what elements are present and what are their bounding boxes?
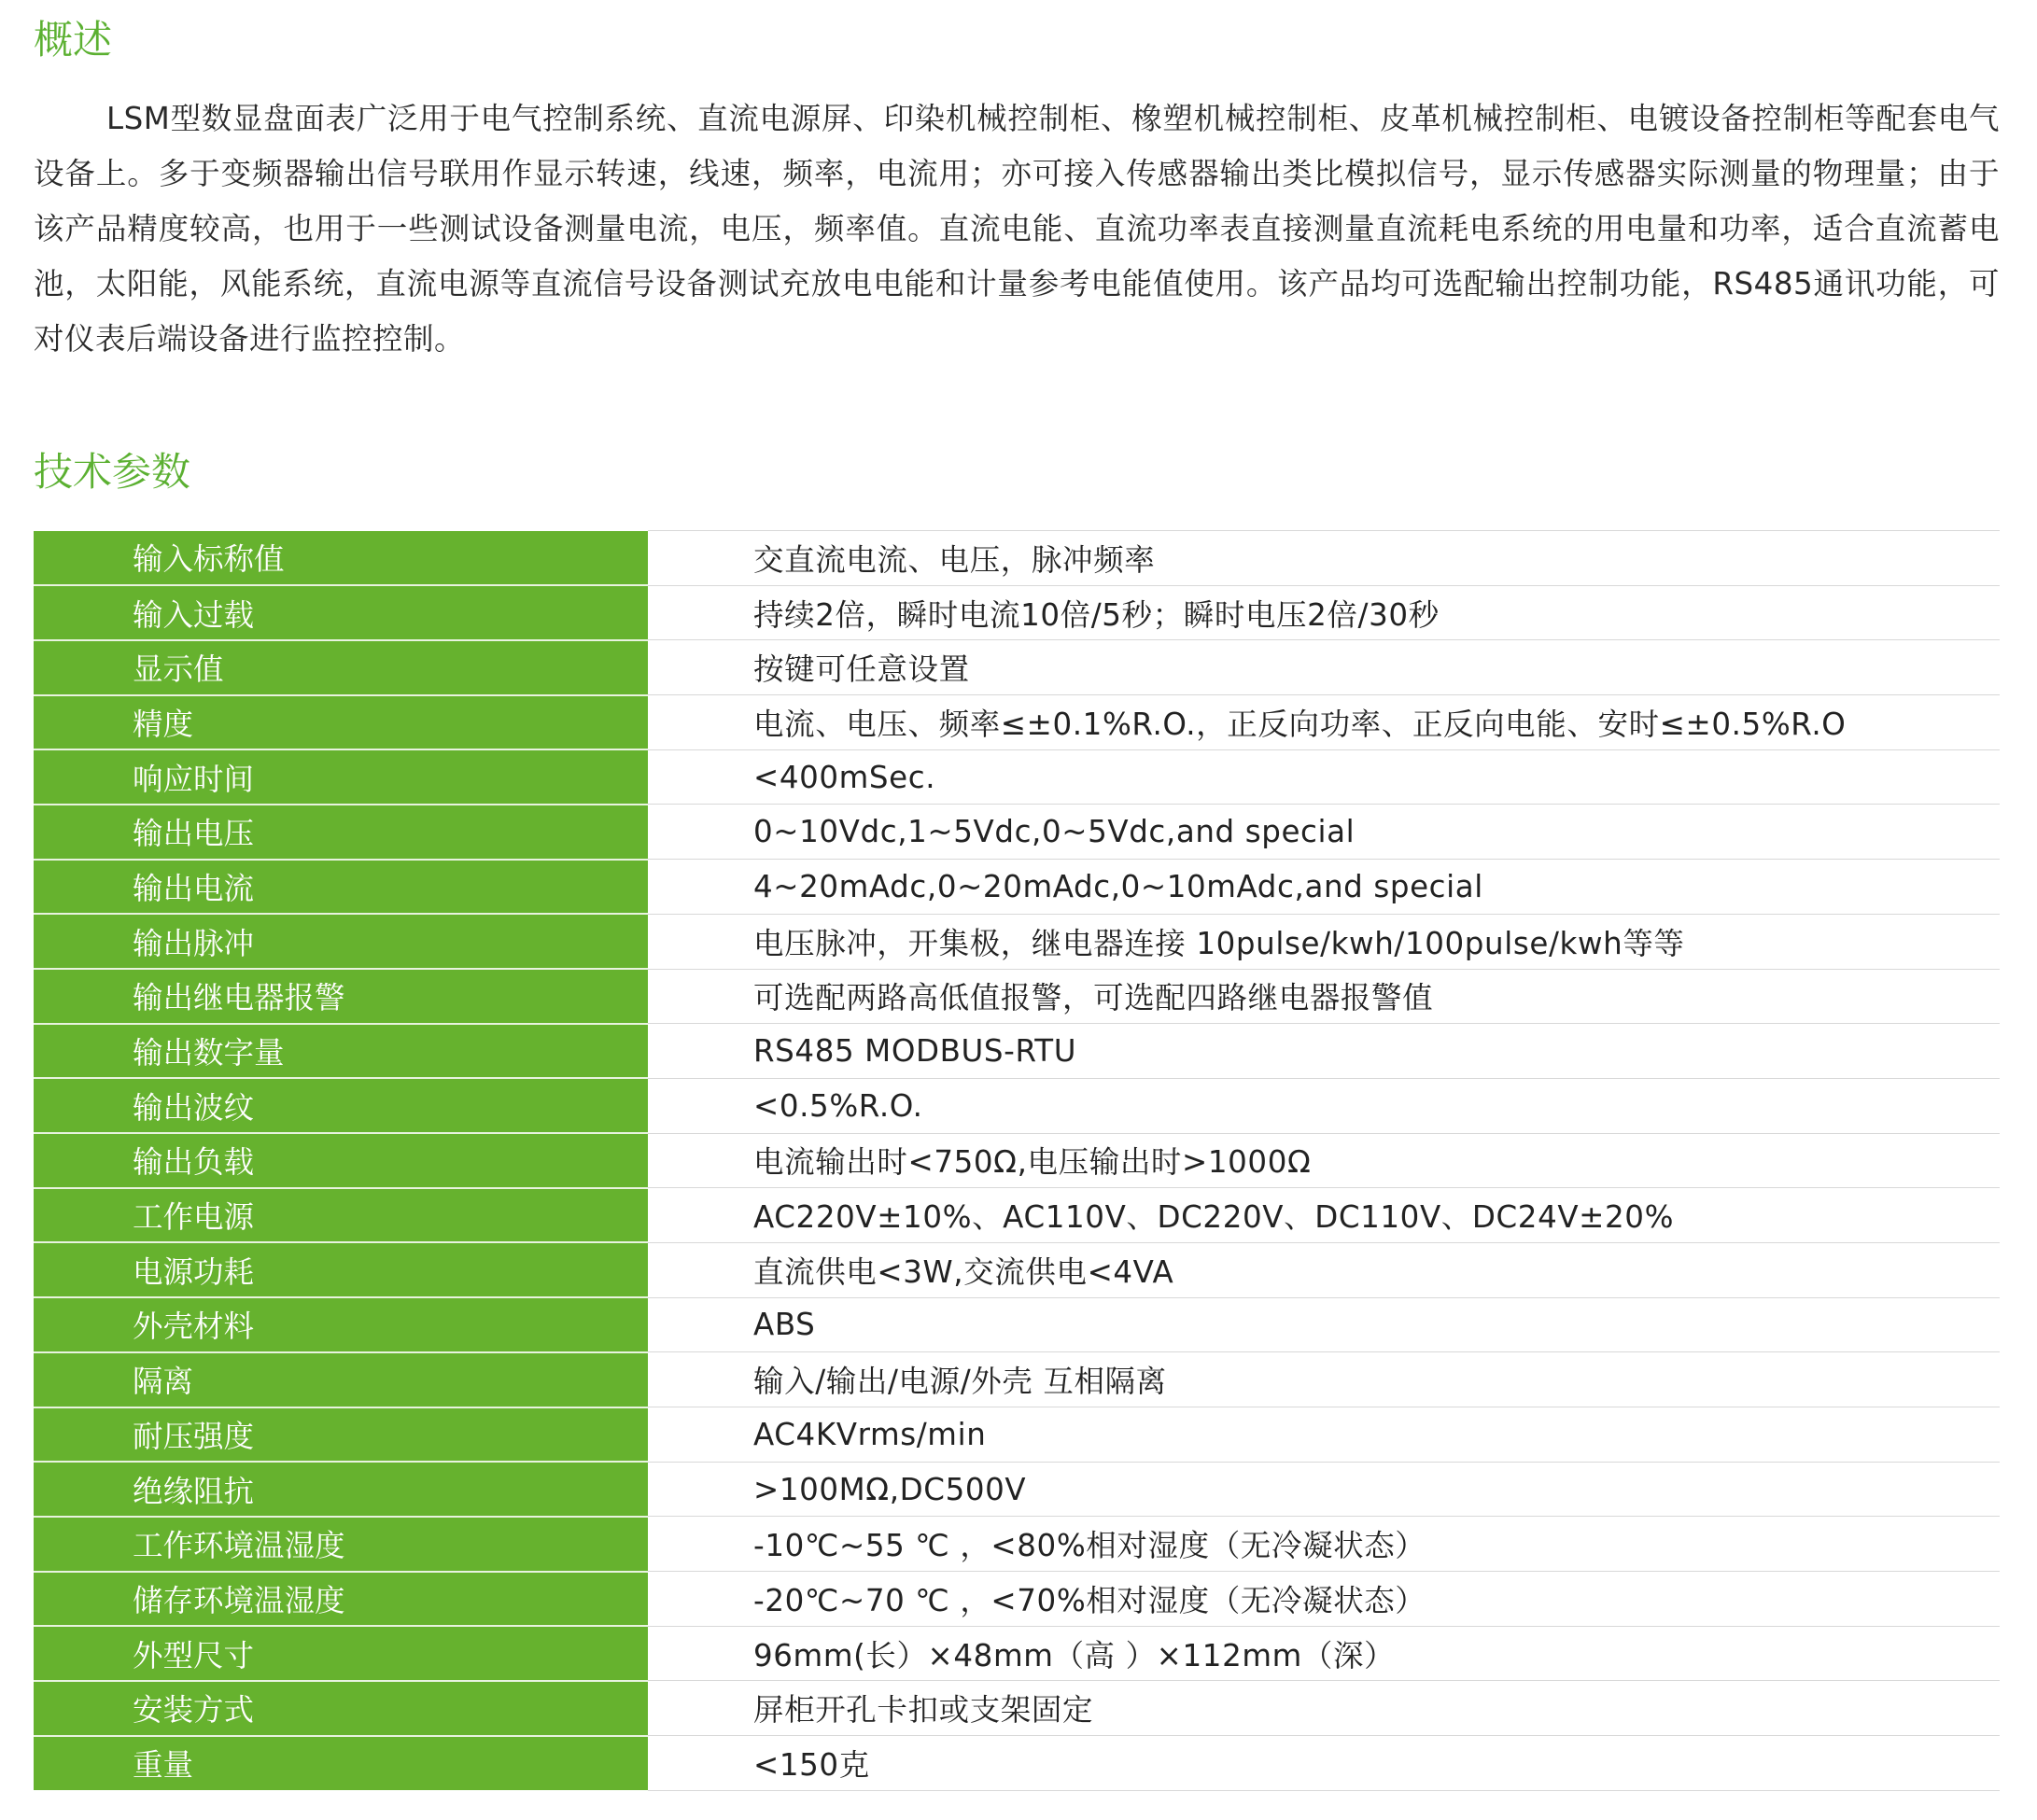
table-row [34,969,2000,1024]
param-value: 0~10Vdc,1~5Vdc,0~5Vdc,and special [648,805,2000,860]
spec-table [34,530,2000,1791]
table-row [34,1462,2000,1517]
param-label: 储存环境温湿度 [34,1572,648,1627]
param-value: 直流供电<3W,交流供电<4VA [648,1242,2000,1297]
param-label: 输出电压 [34,805,648,860]
param-value: RS485 MODBUS-RTU [648,1024,2000,1079]
param-label: 输出波纹 [34,1078,648,1133]
param-label: 耐压强度 [34,1407,648,1463]
table-row [34,1297,2000,1352]
param-value: AC220V±10%、AC110V、DC220V、DC110V、DC24V±20% [648,1188,2000,1243]
param-label: 安装方式 [34,1681,648,1736]
table-row [34,695,2000,750]
table-row [34,1078,2000,1133]
param-value: <150克 [648,1736,2000,1791]
param-value: <400mSec. [648,749,2000,805]
table-row [34,1188,2000,1243]
param-label: 外壳材料 [34,1297,648,1352]
table-row [34,1517,2000,1572]
param-value: 交直流电流、电压，脉冲频率 [648,531,2000,586]
param-label: 重量 [34,1736,648,1791]
param-label: 显示值 [34,640,648,695]
param-value: -20℃~70 ℃ ，<70%相对湿度（无冷凝状态） [648,1572,2000,1627]
param-label: 输入标称值 [34,531,648,586]
spec-table-body [34,531,2000,1791]
param-label: 输出脉冲 [34,914,648,969]
table-row [34,1572,2000,1627]
table-row [34,1024,2000,1079]
table-row [34,749,2000,805]
param-value: 输入/输出/电源/外壳 互相隔离 [648,1352,2000,1407]
param-label: 输出负载 [34,1133,648,1188]
param-label: 输出数字量 [34,1024,648,1079]
param-value: >100MΩ,DC500V [648,1462,2000,1517]
param-value: 电流、电压、频率≤±0.1%R.O.，正反向功率、正反向电能、安时≤±0.5%R.O [648,695,2000,750]
param-label: 精度 [34,695,648,750]
overview-title: 概述 [34,17,113,63]
param-value: AC4KVrms/min [648,1407,2000,1463]
param-value: -10℃~55 ℃ ，<80%相对湿度（无冷凝状态） [648,1517,2000,1572]
param-value: 电流输出时<750Ω,电压输出时>1000Ω [648,1133,2000,1188]
table-row [34,585,2000,640]
table-row [34,1242,2000,1297]
table-row [34,640,2000,695]
param-value: <0.5%R.O. [648,1078,2000,1133]
param-label: 输入过载 [34,585,648,640]
param-value: 96mm(长）×48mm（高 ）×112mm（深） [648,1626,2000,1681]
param-label: 输出继电器报警 [34,969,648,1024]
param-value: 4~20mAdc,0~20mAdc,0~10mAdc,and special [648,860,2000,915]
param-label: 隔离 [34,1352,648,1407]
table-row [34,1626,2000,1681]
params-title: 技术参数 [34,449,191,495]
table-row [34,914,2000,969]
param-value: 持续2倍，瞬时电流10倍/5秒；瞬时电压2倍/30秒 [648,585,2000,640]
table-row [34,531,2000,586]
param-label: 响应时间 [34,749,648,805]
param-value: 屏柜开孔卡扣或支架固定 [648,1681,2000,1736]
table-row [34,1736,2000,1791]
table-row [34,1681,2000,1736]
param-label: 电源功耗 [34,1242,648,1297]
table-row [34,805,2000,860]
table-row [34,1407,2000,1463]
param-label: 外型尺寸 [34,1626,648,1681]
table-row [34,1352,2000,1407]
param-value: 可选配两路高低值报警，可选配四路继电器报警值 [648,969,2000,1024]
table-row [34,860,2000,915]
param-label: 工作电源 [34,1188,648,1243]
param-value: 按键可任意设置 [648,640,2000,695]
param-value: 电压脉冲，开集极，继电器连接 10pulse/kwh/100pulse/kwh等等 [648,914,2000,969]
overview-paragraph: LSM型数显盘面表广泛用于电气控制系统、直流电源屏、印染机械控制柜、橡塑机械控制柜、皮革机械控制柜、电镀设备控制柜等配套电气设备上。多于变频器输出信号联用作显示转速，线速，频率，电流用；亦可接入传感器输出类比模拟信号，显示传感器实际测量的物理量；由于该产品精度较高，也用于一些测试设备测量电流，电压，频率值。直流电能、直流功率表直接测量直流耗电系统的用电量和功率，适合直流蓄电池，太阳能，风能系统，直流电源等直流信号设备测试充放电电能和计量参考电能值使用。该产品均可选配输出控制功能，RS485通讯功能，可对仪表后端设备进行监控控制。 [34,101,2000,357]
param-label: 输出电流 [34,860,648,915]
table-row [34,1133,2000,1188]
param-label: 工作环境温湿度 [34,1517,648,1572]
param-value: ABS [648,1297,2000,1352]
param-label: 绝缘阻抗 [34,1462,648,1517]
